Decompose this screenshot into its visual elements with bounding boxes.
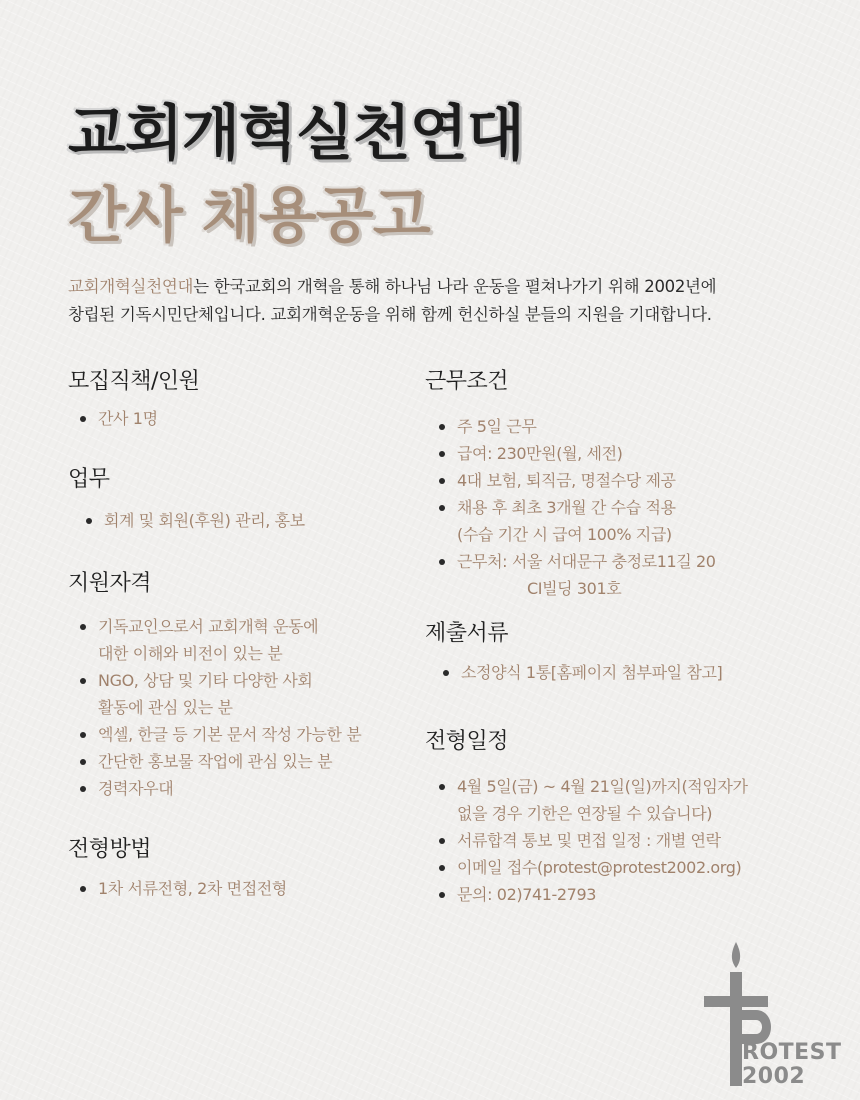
intro-text-2: 창립된 기독시민단체입니다. 교회개혁운동을 위해 함께 헌신하실 분들의 지원을 기대합니다.	[68, 305, 712, 324]
list-item: 회계 및 회원(후원) 관리, 홍보	[84, 507, 305, 534]
list-item-line: NGO, 상담 및 기타 다양한 사회	[98, 671, 313, 690]
section-title-qualifications: 지원자격	[68, 571, 152, 596]
list-item-line: 채용 후 최초 3개월 간 수습 적용	[457, 498, 676, 517]
list-item-line: 없을 경우 기한은 연장될 수 있습니다)	[457, 804, 713, 823]
list-item-line: 활동에 관심 있는 분	[98, 698, 233, 717]
list-item: 서류합격 통보 및 면접 일정 : 개별 연락	[437, 827, 748, 854]
list-item-line: (수습 기간 시 급여 100% 지급)	[457, 525, 672, 544]
section-recruit	[68, 364, 199, 432]
list-item: 주 5일 근무	[437, 413, 716, 440]
logo-text-year: 2002	[742, 1064, 806, 1089]
list-item: 4대 보험, 퇴직금, 명절수당 제공	[437, 467, 716, 494]
list-item: 간단한 홍보물 작업에 관심 있는 분	[78, 748, 361, 775]
section-schedule	[425, 724, 748, 908]
section-title-duties: 업무	[68, 467, 110, 492]
list-item	[78, 667, 361, 721]
intro-org-name: 교회개혁실천연대	[68, 277, 194, 296]
section-title-conditions: 근무조건	[425, 369, 509, 394]
list-item: 경력자우대	[78, 775, 361, 802]
list-item: 소정양식 1통[홈페이지 첨부파일 참고]	[441, 659, 722, 686]
list-item	[437, 494, 716, 548]
title-line-2: 간사 채용공고	[68, 181, 430, 251]
list-item: 급여: 230만원(월, 세전)	[437, 440, 716, 467]
section-title-recruit: 모집직책/인원	[68, 369, 200, 394]
list-item: 이메일 접수(protest@protest2002.org)	[437, 854, 748, 881]
list-item	[437, 773, 748, 827]
section-method	[68, 832, 287, 902]
intro-text-1: 는 한국교회의 개혁을 통해 하나님 나라 운동을 펼쳐나가기 위해 2002년에	[193, 277, 717, 296]
section-conditions	[425, 364, 716, 602]
list-item: 1차 서류전형, 2차 면접전형	[78, 875, 287, 902]
section-qualifications	[68, 566, 361, 802]
list-item: 엑셀, 한글 등 기본 문서 작성 가능한 분	[78, 721, 361, 748]
list-item-line: 대한 이해와 비전이 있는 분	[98, 644, 283, 663]
list-item-line: CI빌딩 301호	[527, 579, 622, 598]
list-item: 문의: 02)741-2793	[437, 881, 748, 908]
title-line-1: 교회개혁실천연대	[68, 99, 524, 169]
list-item: 간사 1명	[78, 405, 199, 432]
section-title-schedule: 전형일정	[425, 729, 509, 754]
list-item	[437, 548, 716, 602]
section-title-documents: 제출서류	[425, 621, 509, 646]
section-duties	[68, 462, 305, 534]
list-item	[78, 613, 361, 667]
intro-paragraph	[68, 273, 818, 329]
section-documents	[425, 616, 722, 686]
list-item-line: 기독교인으로서 교회개혁 운동에	[98, 617, 319, 636]
logo-text-protest: ROTEST	[742, 1040, 842, 1065]
section-title-method: 전형방법	[68, 837, 152, 862]
list-item-line: 4월 5일(금) ~ 4월 21일(일)까지(적임자가	[457, 777, 748, 796]
list-item-line: 근무처: 서울 서대문구 충정로11길 20	[457, 552, 716, 571]
